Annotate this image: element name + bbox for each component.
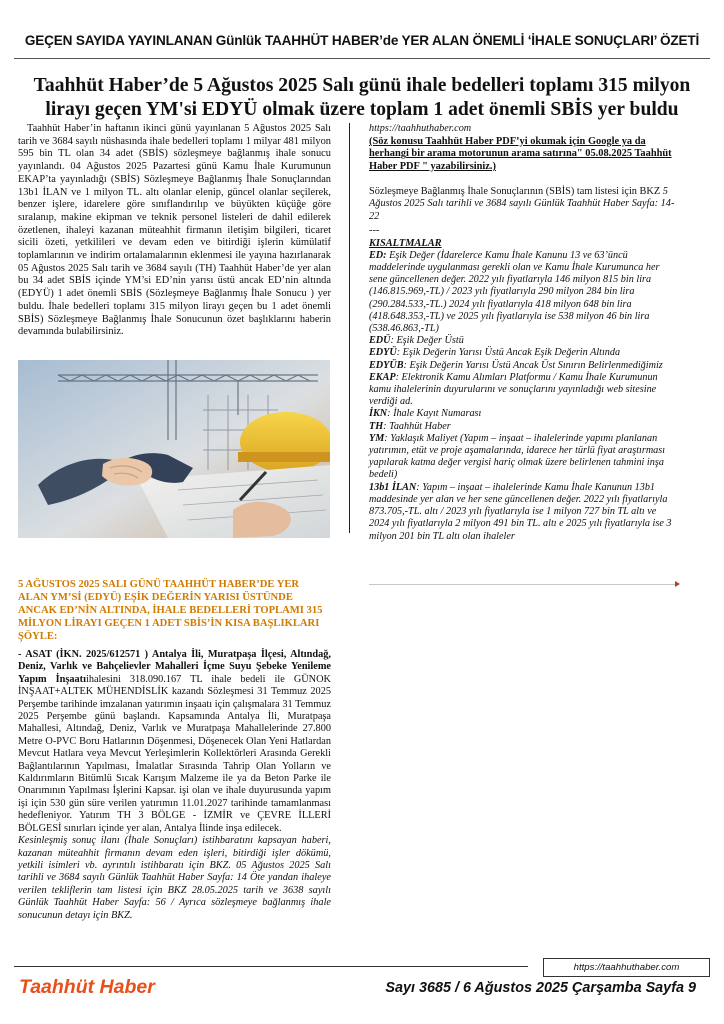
abbreviation-th: TH: Taahhüt Haber — [369, 420, 451, 432]
abbreviation-edu: EDÜ: Eşik Değer Üstü — [369, 335, 464, 347]
abbreviation-13b1: 13b1 İLAN: Yapım – inşaat – ihalelerinde Kamu İhale Kanunun 13b1 maddesinde yer alan ve her sene güncellenen değer. 2022 yılı fiyatlarıyla 873.705,-TL. altı / 2023 yılı fiyatlarıyla ise 1 milyon 727 bin TL altı ve 2024 yılı fiyatlarıyla 2 milyon 491 bin TL. altı e 2025 yılı fiyatlarıyla ise 3 milyon 201 bin TL altı olan ihaleler — [369, 481, 672, 542]
banner-rule — [14, 58, 710, 59]
footer-page-info: Sayı 3685 / 6 Ağustos 2025 Çarşamba Sayfa 9 — [385, 980, 696, 996]
headline-line-2: lirayı geçen YM'si EDYÜ olmak üzere toplam 1 adet önemli SBİS yer buldu — [45, 99, 679, 120]
footer-logo: Taahhüt Haber — [19, 976, 155, 998]
ihale-item — [18, 649, 331, 835]
ihale-item-title: - ASAT (İKN. 2025/612571 ) Antalya İli, Muratpaşa İlçesi, Altındağ, Deniz, Varlık ve Bahçelievler Mahalleri İçme Suyu Şebeke Yenileme Yapım İnşaatı — [18, 649, 331, 685]
sbis-list-note — [369, 186, 675, 223]
separator-dashes: --- — [369, 224, 380, 236]
left-column — [18, 123, 331, 339]
ihale-item-text: ihalesini 318.090.167 TL ihale bedeli ile GÜNOK İNŞAAT+ALTEK MÜHENDİSLİK kazandı Sözleşmesi 31 Temmuz 2025 Perşembe tarihinde imzalanan yatırımın inşaatı için çalışmalara 31 Temmuz 2025 Perşembe günü başlandı. Kapsamında Antalya İli, Muratpaşa Mahallesi, Altındağ, Deniz, Varlık ve Muratpaşa Mahallelerinde 27.800 Metre O-PVC Boru Hatlarının Döşenmesi, Döşenecek Olan Yeni Hatlardan Mevcut Hatlara veya Mevcut Yerleşimlerin Kollektörleri Arasında Gerekli Bağlantılarının Yapılması, İmalatlar Sırasında Tahrip Olan Yolların ve Kaldırımların Bitümlü Sıcak Karışım Malzeme ile ya da Beton Parke ile Onarımının Yapılması İşlerini Kapsar. işi olan ve ihale duyurusunda yapım işi için 530 gün süre verilen yatırımın 11.01.2027 tarihinde tamamlanması hedefleniyor. Yatırım TH 3 BÖLGE - İZMİR ve ÇEVRE İLLERİ BÖLGESİ sınırları içinde yer alan, Antalya İlinde inşa edilecek. — [18, 673, 331, 834]
abbreviation-ed: ED: Eşik Değer (İdarelerce Kamu İhale Kanunu 13 ve 63’üncü maddelerinde uygulanması gerekli olan ve Kamu İhale Kurumunca her sene güncellenen değer. 2022 yılı fiyatlarıyla 146 milyon 815 bin lira (146.815.969,-TL) / 2023 yılı fiyatlarıyla 290 milyon 284 bin lira (290.284.533,-TL.) 2024 yılı fiyatlarıyla 418 milyon 648 bin lira (418.648.353,-TL) ve 2025 yılı fiyatlarıyla ise 538 milyon 46 bin lira (538.46.863,-TL) — [369, 249, 660, 335]
closing-note: Kesinleşmiş sonuç ilanı (İhale Sonuçları) istihbaratını kapsayan haberi, kazanan müteahhit firmanın devam eden işleri, bitirdiği işler dökümü, yetkili isimleri vb. ayrıntılı istihbaratı için BKZ. 05 Ağustos 2025 Salı tarihli ve 3684 sayılı Günlük Taahhüt Haber Sayfa: 14 Öte yandan ihaleye verilen tekliflerin tam listesi için BKZ 28.05.2025 tarih ve 3638 sayılı Günlük Taahhüt Haber Sayfa: 56 / Ayrıca sözleşmeye bağlanmış ihale sonucunun detayı için BKZ. — [18, 835, 331, 921]
handshake-construction-photo — [18, 360, 330, 538]
section-heading: 5 AĞUSTOS 2025 SALI GÜNÜ TAAHHÜT HABER’DE YER ALAN YM’Sİ (EDYÜ) EŞİK DEĞERİN YARISI ÜSTÜNDE ANCAK ED’NİN ALTINDA, İHALE BEDELLERİ TOPLAMI 315 MİLYON LİRAYI GEÇEN 1 ADET SBİS’İN KISA BAŞLIKLARI ŞÖYLE: — [18, 579, 323, 642]
headline-line-1: Taahhüt Haber’de 5 Ağustos 2025 Salı günü ihale bedelleri toplamı 315 milyon — [33, 75, 691, 96]
continuation-rule — [369, 584, 675, 585]
headline — [14, 74, 710, 122]
abbreviation-ikn: İKN: İhale Kayıt Numarası — [369, 408, 482, 420]
abbreviations-title: KISALTMALAR — [369, 237, 442, 249]
pdf-note: (Söz konusu Taahhüt Haber PDF’yi okumak için Google ya da herhangi bir arama motorunun arama satırına" 05.08.2025 Taahhüt Haber PDF " yazabilirsiniz.) — [369, 136, 672, 172]
abbreviation-edyub: EDYÜB: Eşik Değerin Yarısı Üstü Ancak Üst Sınırın Belirlenmediğimiz — [369, 359, 663, 371]
footer-rule — [14, 966, 528, 967]
footer-url[interactable]: https://taahhuthaber.com — [543, 958, 710, 977]
arrow-right-icon — [675, 581, 680, 587]
abbreviation-ym: YM: Yaklaşık Maliyet (Yapım – inşaat – ihalelerinde yapımı planlanan yatırımın, etüt ve proje aşamalarında, idarece her türlü fiyat araştırması yapılarak katma değer vergisi hariç olmak üzere belirlenen tahmini inşa bedeli) — [369, 432, 666, 481]
sbis-list-note-text: Sözleşmeye Bağlanmış İhale Sonuçlarının (SBİS) tam listesi için BKZ — [369, 186, 661, 198]
ihale-summary — [18, 578, 331, 922]
site-url[interactable]: https://taahhuthaber.com — [369, 123, 472, 134]
column-divider — [349, 123, 350, 533]
sbis-list-note-ref: 5 Ağustos 2025 Salı tarihli ve 3684 sayılı Günlük Taahhüt Haber Sayfa: 14-22 — [369, 186, 675, 222]
abbreviation-ekap: EKAP: Elektronik Kamu Alımları Platformu / Kamu İhale Kurumunun kamu ihalelerinin duyurularını ve sonuçlarını yayınladığı web sitesine verdiği ad. — [369, 371, 658, 408]
abbreviation-edyu: EDYÜ: Eşik Değerin Yarısı Üstü Ancak Eşik Değerin Altında — [369, 347, 621, 359]
right-column — [369, 123, 675, 543]
page-banner: GEÇEN SAYIDA YAYINLANAN Günlük TAAHHÜT HABER’de YER ALAN ÖNEMLİ ‘İHALE SONUÇLARI’ ÖZETİ — [24, 33, 700, 48]
intro-paragraph: Taahhüt Haber’in haftanın ikinci günü yayınlanan 5 Ağustos 2025 Salı tarih ve 3684 sayılı nüshasında ihale bedelleri toplamı 1 milyar 481 milyon 595 bin TL olan 34 adet (SBİS) sözleşmeye bağlanmış ihale sonucu yayınlandı. 04 Ağustos 2025 Pazartesi günü Kamu İhale Kurumunun EKAP’ta yayınladığı (SBİS) Sözleşmeye Bağlanmış İhale Sonuçlarından 13b1 İLAN ve 1 milyon TL. altı olanlar elenip, güncel olanlar seçilerek, benzer işlere, idarelere göre sınıflandırılıp ve büyükten küçüğe göre sıralanıp, makine ekipman ve teknik personel listeleri de dahil edilerek özetlenen, ihaleyi kazanan müteahhit firmanın iletişim bilgileri, ticaret sicili özeti, yetkilileri ve devam eden ve bitirdiği işlerin kümülatif toplamlarının ve indirim ortalamalarının eklenmesi ile yayına hazırlanarak 05 Ağustos 2025 Salı tarih ve 3684 sayılı (TH) Taahhüt Haber’de yer alan bu 34 adet SBİS içinde YM’si ED’nin yarısı üstü ancak ED’nin altında (EDYÜ) 1 adet önemli SBİS (Sözleşmeye Bağlanmış İhale Sonucu ) yer buldu. İhale bedelleri toplamı 315 milyon lirayı geçen bu 1 adet önemli SBİS) Sözleşmeye Bağlanmış İhale Sonucunun özet başlıklarını haberin devamında bulabilirsiniz. — [18, 123, 331, 338]
